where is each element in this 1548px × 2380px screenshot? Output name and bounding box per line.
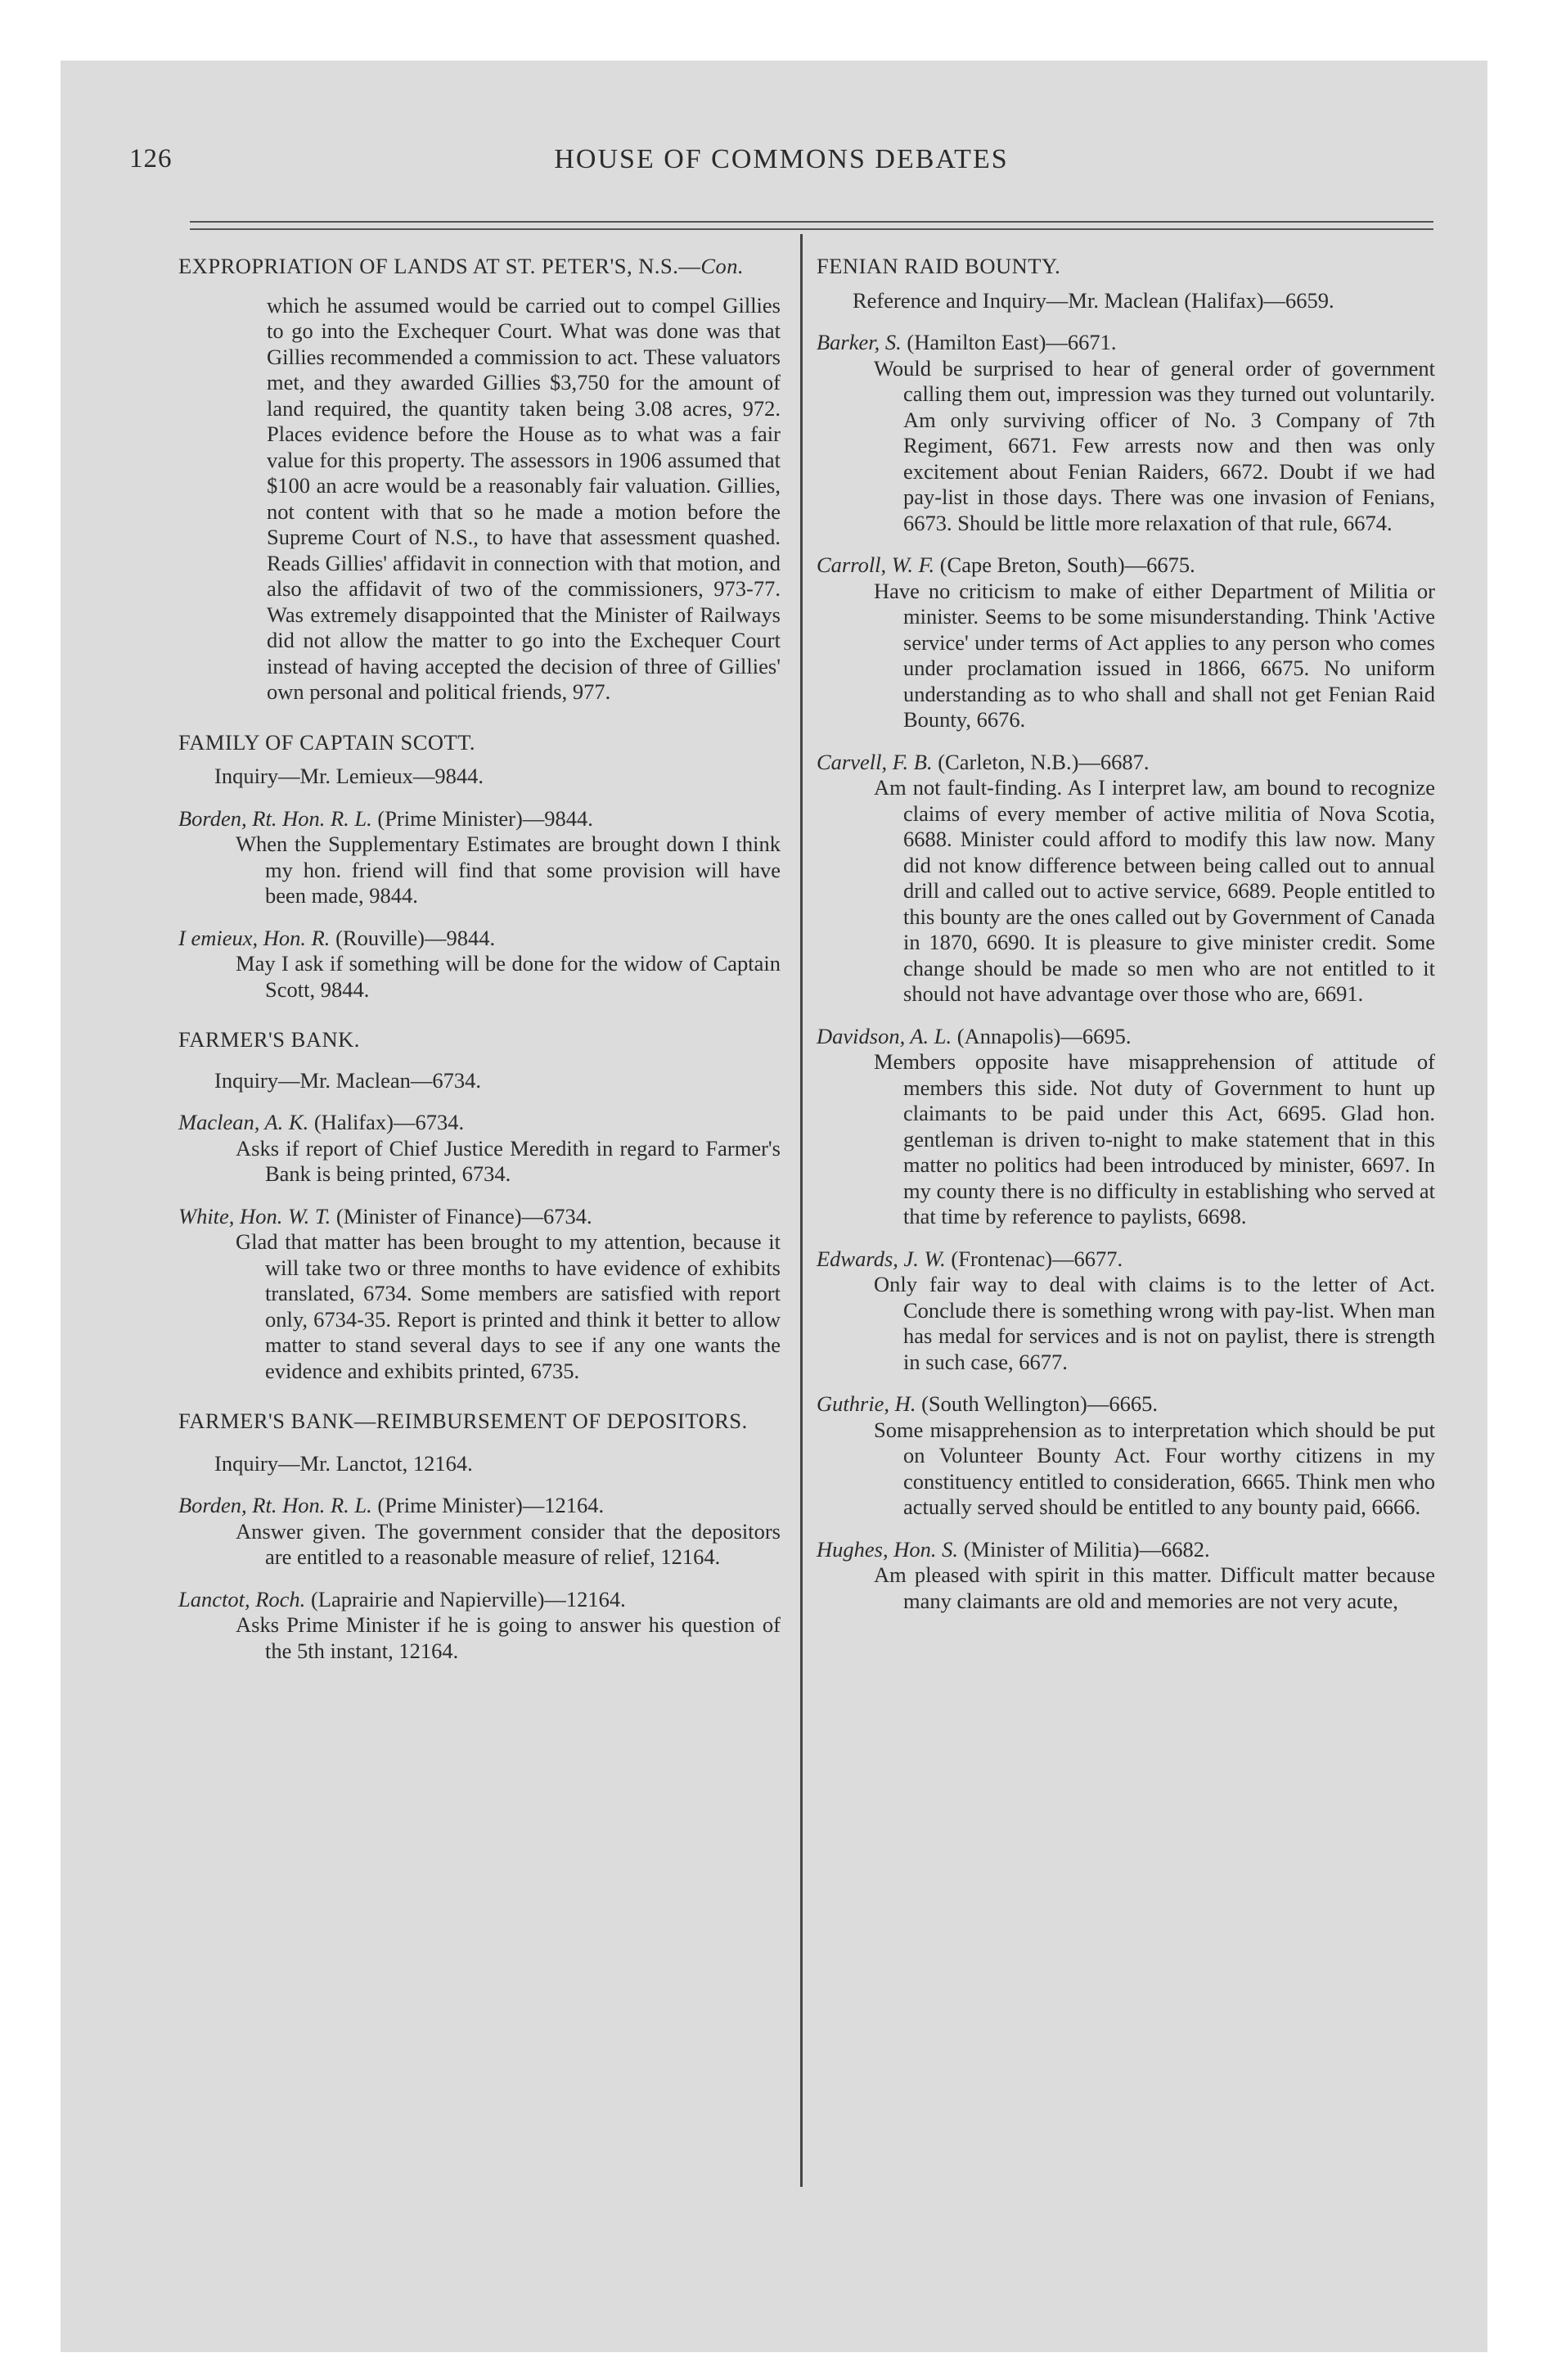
inquiry-line: Inquiry—Mr. Maclean—6734. — [214, 1067, 482, 1093]
speaker-davidson: Davidson, A. L. (Annapolis)—6695. — [817, 1023, 1132, 1048]
section-heading-captain-scott: FAMILY OF CAPTAIN SCOTT. — [178, 729, 476, 755]
speech-lemieux: May I ask if something will be done for the widow of Captain Scott, 9844. — [236, 951, 781, 1002]
inquiry-line: Inquiry—Mr. Lanctot, 12164. — [214, 1450, 473, 1476]
header-rule-second — [190, 228, 1433, 230]
right-column — [817, 254, 1435, 1614]
page-title: HOUSE OF COMMONS DEBATES — [554, 144, 1009, 174]
section-heading-farmers-bank: FARMER'S BANK. — [178, 1027, 360, 1052]
speaker-borden: Borden, Rt. Hon. R. L. (Prime Minister)—9844. — [178, 805, 593, 831]
speaker-lemieux: I emieux, Hon. R. (Rouville)—9844. — [178, 925, 496, 950]
page-number: 126 — [129, 144, 173, 174]
speaker-guthrie: Guthrie, H. (South Wellington)—6665. — [817, 1391, 1158, 1416]
speech-carvell: Am not fault-finding. As I interpret law, am bound to recognize claims of every member of active militia of Nova Scotia, 6688. Minister could afford to modify this law now. Many did not know difference between being called out to annual drill and called out to active service, 6689. People entitled to this bounty are the ones called out by Government of Canada in 1870, 6690. It is pleasure to give minister credit. Some change should be made so men who are not entitled to it should not have advantage over those who are, 6691. — [874, 775, 1435, 1006]
left-column — [178, 254, 781, 1664]
inquiry-line: Inquiry—Mr. Lemieux—9844. — [214, 764, 484, 788]
inquiry-line: Reference and Inquiry—Mr. Maclean (Halifax)—6659. — [853, 287, 1334, 313]
speaker-maclean: Maclean, A. K. (Halifax)—6734. — [178, 1110, 465, 1134]
speaker-carvell: Carvell, F. B. (Carleton, N.B.)—6687. — [817, 749, 1150, 774]
header-rule — [190, 221, 1433, 223]
speaker-white: White, Hon. W. T. (Minister of Finance)—6734. — [178, 1203, 592, 1228]
speaker-lanctot: Lanctot, Roch. (Laprairie and Napierville)—12164. — [178, 1586, 626, 1611]
speaker-hughes: Hughes, Hon. S. (Minister of Militia)—6682. — [817, 1536, 1210, 1562]
speech-davidson: Members opposite have misapprehension of attitude of members this side. Not duty of Government to hunt up claimants to be paid under this Act, 6695. Glad hon. gentleman is driven to-night to make statement that in this matter no politics had been introduced by minister, 6697. In my county there is no difficulty in establishing who served at that time by reference to paylists, 6698. — [874, 1049, 1435, 1228]
speech-edwards: Only fair way to deal with claims is to the letter of Act. Conclude there is something wrong with pay-list. When man has medal for services and is not on paylist, there is strength in such case, 6677. — [874, 1272, 1435, 1374]
speech-white: Glad that matter has been brought to my attention, because it will take two or three months to have evidence of exhibits translated, 6734. Some members are satisfied with report only, 6734-35. Report is printed and think it better to allow matter to stand several days to see if any one wants the evidence and exhibits printed, 6735. — [236, 1229, 781, 1383]
speaker-carroll: Carroll, W. F. (Cape Breton, South)—6675. — [817, 552, 1195, 577]
speech-maclean: Asks if report of Chief Justice Meredith in regard to Farmer's Bank is being printed, 6734. — [236, 1135, 781, 1186]
speech-hughes: Am pleased with spirit in this matter. Difficult matter because many claimants are old and memories are not very acute, — [874, 1562, 1435, 1613]
speech-borden: When the Supplementary Estimates are brought down I think my hon. friend will find that some provision will have been made, 9844. — [236, 832, 781, 908]
speaker-edwards: Edwards, J. W. (Frontenac)—6677. — [817, 1246, 1123, 1271]
speech-borden-2: Answer given. The government consider that the depositors are entitled to a reasonable measure of relief, 12164. — [236, 1518, 781, 1569]
speech-carroll: Have no criticism to make of either Department of Militia or minister. Seems to be some misunderstanding. Think 'Active service' under terms of Act applies to any person who comes under proclamation issued in 1866, 6675. No uniform understanding as to who shall and shall not get Fenian Raid Bounty, 6676. — [874, 578, 1435, 732]
section-heading-fenian-raid: FENIAN RAID BOUNTY. — [817, 254, 1061, 278]
speech-lanctot: Asks Prime Minister if he is going to answer his question of the 5th instant, 12164. — [236, 1612, 781, 1663]
running-head — [129, 144, 1433, 185]
section-heading-expropriation: EXPROPRIATION OF LANDS AT ST. PETER'S, N.S.—Con. — [178, 254, 745, 278]
speaker-borden-2: Borden, Rt. Hon. R. L. (Prime Minister)—12164. — [178, 1493, 605, 1517]
paragraph-continued: which he assumed would be carried out to compel Gillies to go into the Exchequer Court. What was done was that Gillies recommended a commission to act. These valuators met, and they awarded Gillies $3,750 for the amount of land required, the quantity taken being 3.08 acres, 972. Places evidence before the House as to what was a fair value for this property. The assessors in 1906 assumed that $100 an acre would be a reasonably fair valuation. Gillies, not content with that so he made a motion before the Supreme Court of N.S., to have that assessment quashed. Reads Gillies' affidavit in connection with that motion, and also the affidavit of two of the commissioners, 973-77. Was extremely disappointed that the Minister of Railways did not allow the matter to go into the Exchequer Court instead of having accepted the decision of three of Gillies' own personal and political friends, 977. — [267, 292, 781, 704]
speech-barker: Would be surprised to hear of general order of government calling them out, impression was they turned out voluntarily. Am only surviving officer of No. 3 Company of 7th Regiment, 6671. Few arrests now and then was only excitement about Fenian Raiders, 6672. Doubt if we had pay-list in those days. There was one invasion of Fenians, 6673. Should be little more relaxation of that rule, 6674. — [874, 355, 1435, 535]
section-heading-reimbursement: FARMER'S BANK—REIMBURSEMENT OF DEPOSITORS. — [178, 1409, 748, 1433]
column-divider — [800, 234, 803, 2187]
speaker-barker: Barker, S. (Hamilton East)—6671. — [817, 330, 1117, 354]
speech-guthrie: Some misapprehension as to interpretation which should be put on Volunteer Bounty Act. Four worthy citizens in my constituency entitled to consideration, 6665. Think men who actually served should be entitled to any bounty paid, 6666. — [874, 1417, 1435, 1519]
